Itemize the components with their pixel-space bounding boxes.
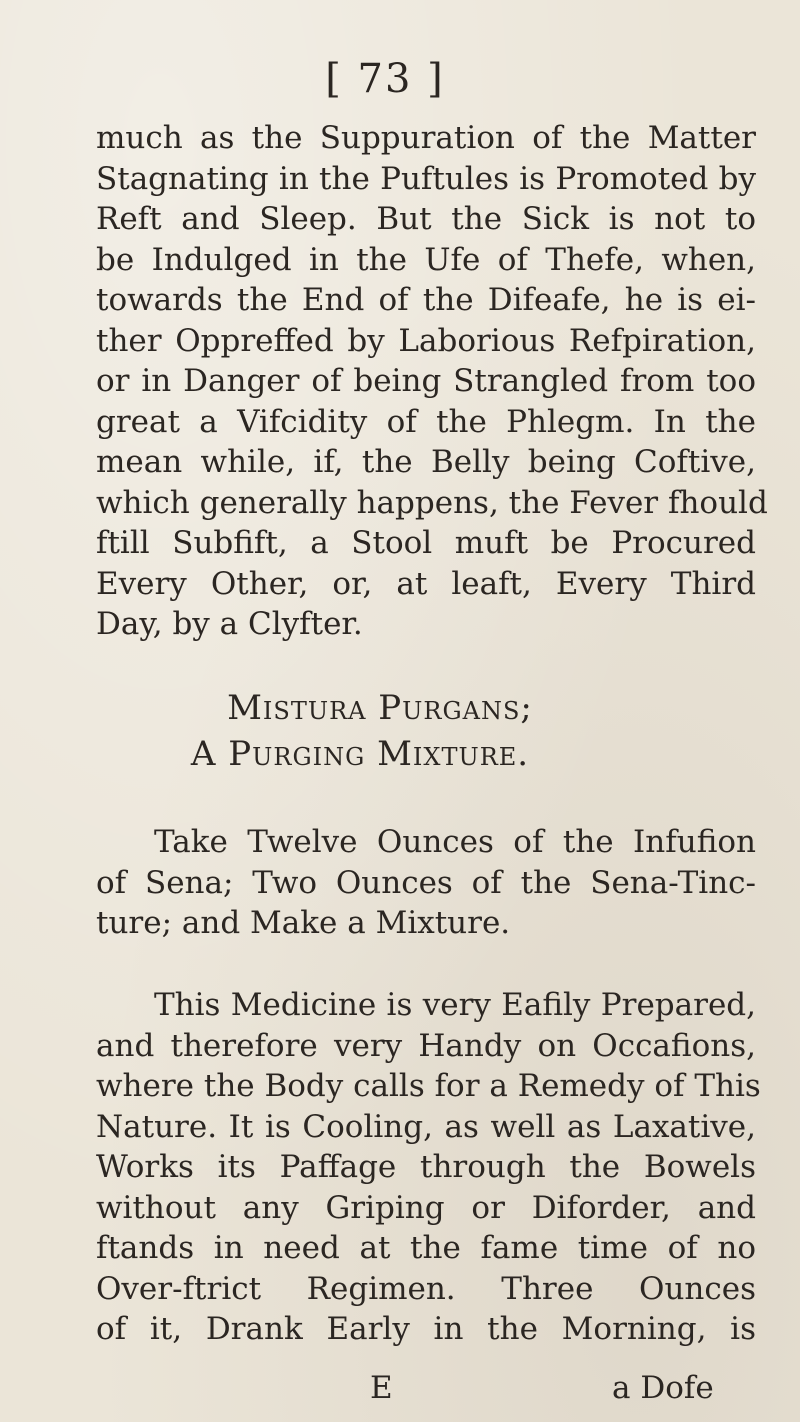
text-line: much as the Suppuration of the Matter	[96, 120, 756, 156]
catchword: a Dofe	[612, 1370, 714, 1406]
text-line: where the Body calls for a Remedy of This	[96, 1068, 761, 1104]
text-line: great a Vifcidity of the Phlegm. In the	[96, 403, 756, 440]
text-line: be Indulged in the Ufe of Thefe, when,	[96, 241, 756, 278]
text-line: mean while, if, the Belly being Coftive,	[96, 444, 756, 480]
text-line: ftands in need at the fame time of no	[96, 1230, 756, 1266]
text-line: towards the End of the Difeafe, he is ei-	[96, 282, 756, 318]
text-line: Take Twelve Ounces of the Infufion	[154, 824, 756, 860]
text-line: Stagnating in the Puftules is Promoted by	[96, 160, 756, 197]
paragraph-description	[96, 985, 761, 1350]
text-line: Reft and Sleep. But the Sick is not to	[96, 201, 756, 237]
text-line: Works its Paffage through the Bowels	[96, 1149, 756, 1185]
text-line: Nature. It is Cooling, as well as Laxative,	[96, 1108, 756, 1145]
signature-mark: E	[370, 1370, 393, 1406]
text-line: ther Oppreffed by Laborious Refpiration,	[96, 322, 756, 359]
text-line: which generally happens, the Fever fhould	[96, 484, 768, 521]
text-line: This Medicine is very Eafily Prepared,	[154, 987, 756, 1023]
recipe-title-english: A Purging Mixture.	[190, 734, 530, 774]
text-line: of Sena; Two Ounces of the Sena-Tinc-	[96, 864, 756, 901]
text-line: Every Other, or, at leaft, Every Third	[96, 565, 756, 602]
text-line: Over-ftrict Regimen. Three Ounces	[96, 1270, 756, 1307]
paragraph-intro	[96, 118, 768, 645]
text-line: of it, Drank Early in the Morning, is	[96, 1311, 756, 1347]
text-line: Day, by a Clyfter.	[96, 606, 363, 642]
text-line: without any Griping or Diforder, and	[96, 1189, 756, 1226]
text-line: ture; and Make a Mixture.	[96, 905, 511, 941]
text-line: and therefore very Handy on Occafions,	[96, 1027, 756, 1064]
page-number: [ 73 ]	[325, 56, 445, 102]
paragraph-recipe	[96, 822, 756, 944]
recipe-title-latin: Mistura Purgans;	[227, 688, 533, 728]
text-line: or in Danger of being Strangled from too	[96, 363, 756, 399]
text-line: ftill Subfift, a Stool muft be Procured	[96, 525, 756, 561]
